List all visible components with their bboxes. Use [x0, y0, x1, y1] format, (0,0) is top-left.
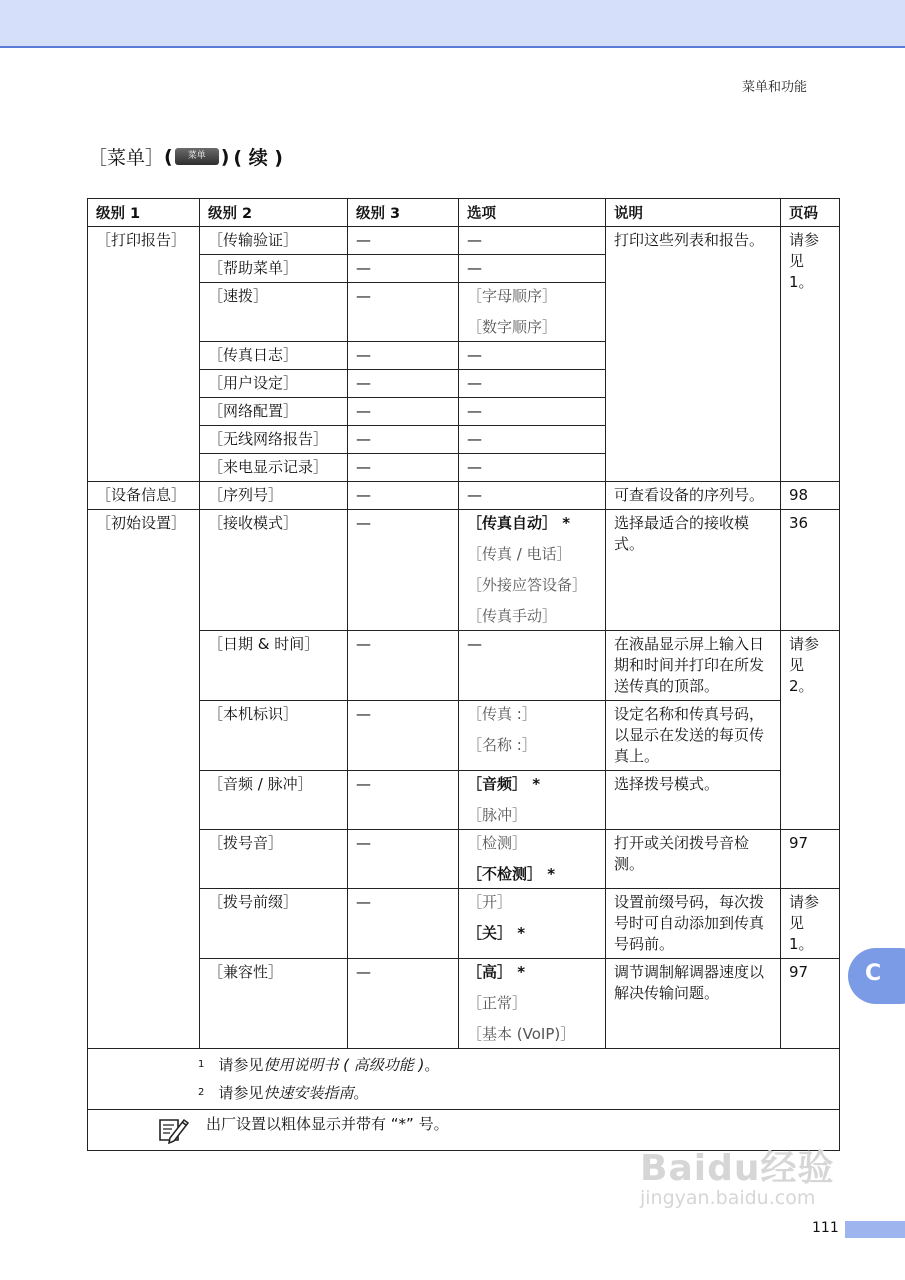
table-row: [88, 959, 840, 1049]
footnote-title: 使用说明书 ( 高级功能 ): [263, 1056, 425, 1074]
watermark-url: jingyan.baidu.com: [640, 1187, 816, 1209]
running-head: 菜单和功能: [741, 80, 807, 95]
level3-cell: —: [348, 370, 459, 398]
table-row: [88, 889, 840, 959]
table-row: [88, 701, 840, 771]
table-row: [88, 830, 840, 889]
heading-paren-open: (: [164, 145, 173, 168]
footnote-prefix: 请参见: [218, 1084, 264, 1102]
footnote-prefix: 请参见: [218, 1056, 264, 1074]
option-value: ［数字顺序］: [467, 318, 558, 336]
col-header-description: 说明: [606, 199, 781, 227]
footnote-number: 1: [198, 1059, 205, 1070]
page-cell: 请参见 1。: [781, 889, 840, 959]
options-cell: [459, 255, 606, 283]
option-value: ［检测］: [467, 834, 528, 852]
level2-cell: ［来电显示记录］: [200, 454, 348, 482]
option-value: —: [467, 430, 482, 448]
options-cell: [459, 889, 606, 959]
table-row: [88, 771, 840, 830]
chapter-tab: [848, 948, 905, 1004]
table-row: [88, 510, 840, 631]
level3-cell: —: [348, 398, 459, 426]
option-value: —: [467, 635, 482, 653]
menu-key-icon: 菜单: [175, 148, 219, 165]
level3-cell: —: [348, 959, 459, 1049]
chapter-tab-label: C: [865, 961, 882, 986]
level3-cell: —: [348, 283, 459, 342]
level1-cell: ［初始设置］: [88, 510, 200, 1049]
level1-cell: ［设备信息］: [88, 482, 200, 510]
level2-cell: ［拨号音］: [200, 830, 348, 889]
page-cell: 97: [781, 830, 840, 889]
level3-cell: —: [348, 510, 459, 631]
options-cell: [459, 283, 606, 342]
option-value: ［音频］ *: [467, 775, 541, 793]
options-cell: [459, 959, 606, 1049]
level2-cell: ［速拨］: [200, 283, 348, 342]
level2-cell: ［传输验证］: [200, 227, 348, 255]
level2-cell: ［序列号］: [200, 482, 348, 510]
level3-cell: —: [348, 631, 459, 701]
footnotes-row: [88, 1049, 840, 1110]
level2-cell: ［日期 & 时间］: [200, 631, 348, 701]
bottom-band: [845, 1221, 905, 1238]
options-cell: [459, 454, 606, 482]
level2-cell: ［音频 / 脉冲］: [200, 771, 348, 830]
description-cell: 选择最适合的接收模式。: [606, 510, 781, 631]
footnote-number: 2: [198, 1087, 205, 1098]
level2-cell: ［传真日志］: [200, 342, 348, 370]
option-value: ［不检测］ *: [467, 865, 556, 883]
level1-cell: ［打印报告］: [88, 227, 200, 482]
options-cell: [459, 227, 606, 255]
page-number: 111: [812, 1220, 839, 1236]
level3-cell: —: [348, 454, 459, 482]
level2-cell: ［帮助菜单］: [200, 255, 348, 283]
option-value: ［传真手动］: [467, 607, 558, 625]
level3-cell: —: [348, 255, 459, 283]
level3-cell: —: [348, 771, 459, 830]
level2-cell: ［接收模式］: [200, 510, 348, 631]
description-cell: 在液晶显示屏上输入日期和时间并打印在所发送传真的顶部。: [606, 631, 781, 701]
menu-table: [87, 198, 840, 1151]
col-header-options: 选项: [459, 199, 606, 227]
heading-paren-close: ): [220, 145, 230, 168]
option-value: ［字母顺序］: [467, 287, 558, 305]
footnote: [88, 1079, 839, 1107]
level2-cell: ［兼容性］: [200, 959, 348, 1049]
option-value: —: [467, 374, 482, 392]
option-value: ［名称 :］: [467, 736, 537, 754]
level3-cell: —: [348, 701, 459, 771]
page-cell: 36: [781, 510, 840, 631]
table-row: [88, 482, 840, 510]
options-cell: [459, 771, 606, 830]
page-cell: 98: [781, 482, 840, 510]
footnote: [88, 1051, 839, 1079]
table-header-row: [88, 199, 840, 227]
level2-cell: ［网络配置］: [200, 398, 348, 426]
description-cell: 设置前缀号码，每次拨号时可自动添加到传真号码前。: [606, 889, 781, 959]
option-value: —: [467, 259, 482, 277]
top-header-band: [0, 0, 905, 48]
description-cell: 打开或关闭拨号音检测。: [606, 830, 781, 889]
level3-cell: —: [348, 342, 459, 370]
options-cell: [459, 631, 606, 701]
level2-cell: ［用户设定］: [200, 370, 348, 398]
option-value: —: [467, 486, 482, 504]
options-cell: [459, 830, 606, 889]
note-text: 出厂设置以粗体显示并带有 “*” 号。: [206, 1115, 449, 1133]
level2-cell: ［本机标识］: [200, 701, 348, 771]
col-header-page: 页码: [781, 199, 840, 227]
section-heading: [88, 143, 283, 170]
options-cell: [459, 426, 606, 454]
option-value: —: [467, 231, 482, 249]
level3-cell: —: [348, 426, 459, 454]
footnote-title: 快速安装指南: [263, 1084, 354, 1102]
option-value: ［开］: [467, 893, 513, 911]
col-header-level2: 级别 2: [200, 199, 348, 227]
option-value: ［外接应答设备］: [467, 576, 588, 594]
heading-menu-label: ［菜单］: [88, 147, 165, 169]
option-value: ［基本 (VoIP)］: [467, 1025, 576, 1043]
option-value: —: [467, 346, 482, 364]
level3-cell: —: [348, 482, 459, 510]
watermark-logo: Baidu经验: [640, 1148, 835, 1189]
level2-cell: ［拨号前缀］: [200, 889, 348, 959]
heading-continued: ( 续 ): [233, 147, 283, 169]
options-cell: [459, 482, 606, 510]
option-value: ［正常］: [467, 994, 528, 1012]
option-value: —: [467, 458, 482, 476]
options-cell: [459, 701, 606, 771]
footnote-suffix: 。: [424, 1056, 440, 1074]
level2-cell: ［无线网络报告］: [200, 426, 348, 454]
table-row: [88, 631, 840, 701]
col-header-level3: 级别 3: [348, 199, 459, 227]
options-cell: [459, 510, 606, 631]
options-cell: [459, 342, 606, 370]
level3-cell: —: [348, 830, 459, 889]
option-value: ［传真自动］ *: [467, 514, 571, 532]
page-cell: 请参见 2。: [781, 631, 840, 830]
description-cell: 选择拨号模式。: [606, 771, 781, 830]
option-value: ［关］ *: [467, 924, 526, 942]
footnote-suffix: 。: [353, 1084, 369, 1102]
description-cell: 设定名称和传真号码，以显示在发送的每页传真上。: [606, 701, 781, 771]
level3-cell: —: [348, 227, 459, 255]
options-cell: [459, 370, 606, 398]
description-cell: 打印这些列表和报告。: [606, 227, 781, 482]
description-cell: 调节调制解调器速度以解决传输问题。: [606, 959, 781, 1049]
level3-cell: —: [348, 889, 459, 959]
option-value: ［传真 :］: [467, 705, 537, 723]
option-value: ［传真 / 电话］: [467, 545, 572, 563]
option-value: ［脉冲］: [467, 806, 528, 824]
watermark: [640, 1140, 834, 1209]
options-cell: [459, 398, 606, 426]
footnotes-cell: [88, 1049, 840, 1110]
col-header-level1: 级别 1: [88, 199, 200, 227]
description-cell: 可查看设备的序列号。: [606, 482, 781, 510]
option-value: ［高］ *: [467, 963, 526, 981]
option-value: —: [467, 402, 482, 420]
page-cell: 97: [781, 959, 840, 1049]
page-cell: 请参见 1。: [781, 227, 840, 482]
note-pencil-icon: [156, 1114, 190, 1144]
table-row: [88, 227, 840, 255]
